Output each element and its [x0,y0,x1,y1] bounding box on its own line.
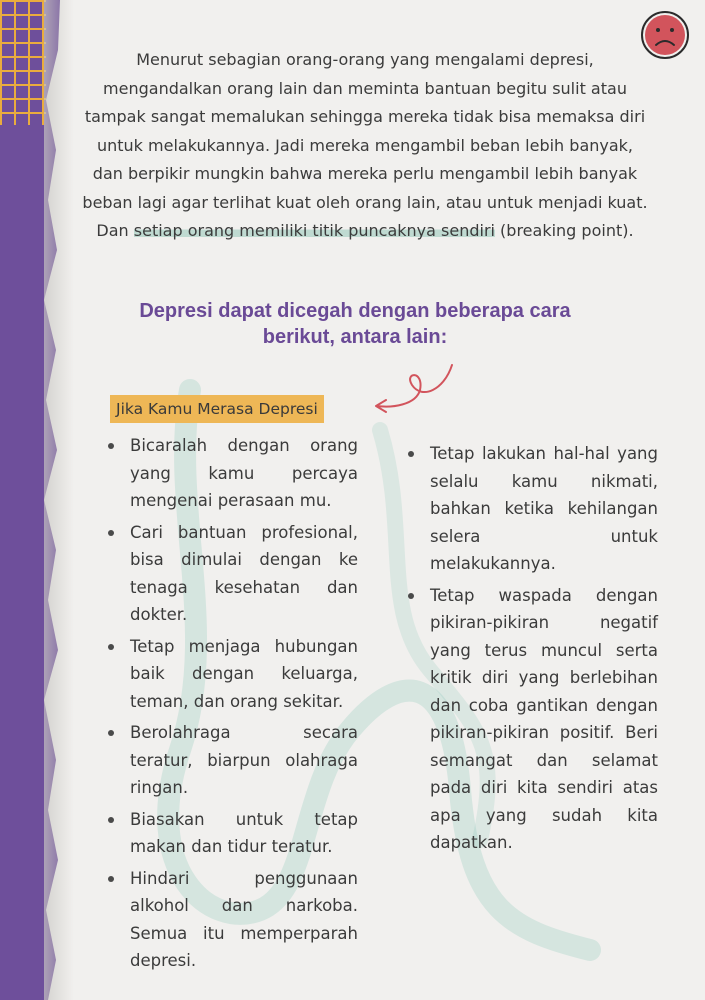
intro-text-part1: Menurut sebagian orang-orang yang mengalami depresi, mengandalkan orang lain dan meminta bantuan begitu sulit atau tampak sangat memalukan sehingga mereka tidak bisa memaksa diri untuk melakukannya. Jadi mereka mengambil beban lebih banyak, dan berpikir mungkin bahwa mereka perlu mengambil lebih banyak beban lagi agar terlihat kuat oleh orang lain, atau untuk menjadi kuat. Dan [82,50,648,240]
paper-edge-shadow [44,0,74,1000]
tips-list-right [408,440,658,861]
intro-paragraph [80,46,650,246]
section-heading: Depresi dapat dicegah dengan beberapa cara berikut, antara lain: [139,300,571,348]
list-item: Cari bantuan profesional, bisa dimulai dengan ke tenaga kesehatan dan dokter. [108,519,358,629]
list-item: Berolahraga secara teratur, biarpun olahraga ringan. [108,719,358,802]
tip-label: Jika Kamu Merasa Depresi [110,395,324,423]
list-item: Tetap lakukan hal-hal yang selalu kamu nikmati, bahkan ketika kehilangan selera untuk melakukannya. [408,440,658,578]
intro-text-part2: (breaking point). [494,221,634,240]
list-item: Tetap menjaga hubungan baik dengan keluarga, teman, dan orang sekitar. [108,633,358,716]
intro-highlight: setiap orang memiliki titik puncaknya sendiri [133,221,495,240]
list-item: Tetap waspada dengan pikiran-pikiran negatif yang terus muncul serta kritik diri yang berlebihan dan coba gantikan dengan pikiran-pikiran positif. Beri semangat dan selamat pada diri kita sendiri atas apa yang sudah kita dapatkan. [408,582,658,857]
yellow-grid-decoration [0,0,46,125]
tips-list-left [108,432,358,979]
list-item: Biasakan untuk tetap makan dan tidur teratur. [108,806,358,861]
list-item: Bicaralah dengan orang yang kamu percaya mengenai perasaan mu. [108,432,358,515]
list-item: Hindari penggunaan alkohol dan narkoba. Semua itu memperparah depresi. [108,865,358,975]
curly-arrow-icon [372,360,462,420]
